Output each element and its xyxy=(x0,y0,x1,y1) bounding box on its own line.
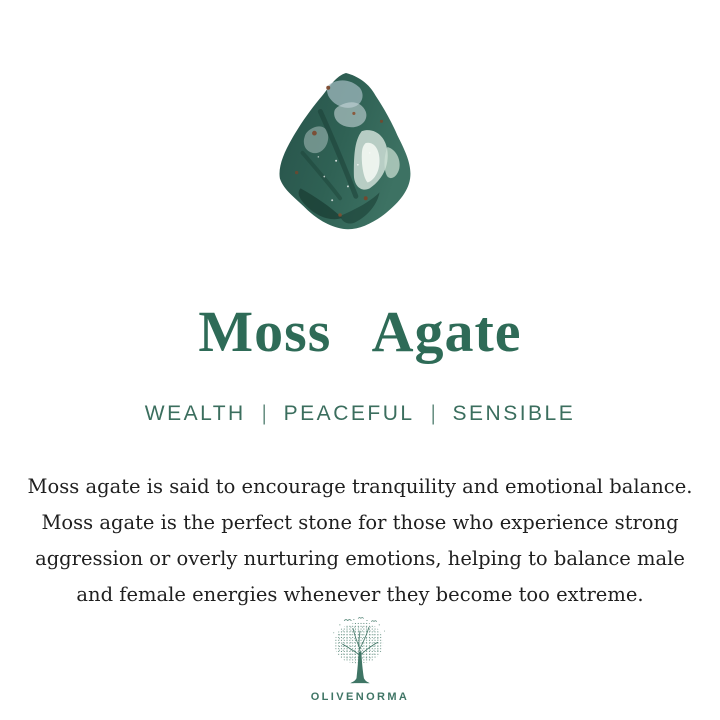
trait-peaceful: PEACEFUL xyxy=(283,402,415,425)
trait-sensible: SENSIBLE xyxy=(452,402,576,425)
description-line: aggression or overly nurturing emotions, helping to balance male xyxy=(35,547,685,570)
moss-agate-stone-image xyxy=(271,70,419,234)
description-line: Moss agate is said to encourage tranquility and emotional balance. xyxy=(27,475,693,498)
moss-agate-stone-icon xyxy=(271,70,419,233)
traits-row xyxy=(0,402,720,426)
description-line: Moss agate is the perfect stone for those who experience strong xyxy=(41,511,679,534)
trait-separator: | xyxy=(261,402,268,425)
brand-wordmark: OLIVENORMA xyxy=(310,691,410,703)
olivenorma-tree-icon xyxy=(326,617,394,687)
description-text xyxy=(0,469,720,613)
brand-logo xyxy=(0,617,720,703)
trait-wealth: WEALTH xyxy=(144,402,246,425)
description-line: and female energies whenever they become too extreme. xyxy=(76,583,644,606)
page-title: Moss Agate xyxy=(198,299,522,364)
trait-separator: | xyxy=(430,402,437,425)
